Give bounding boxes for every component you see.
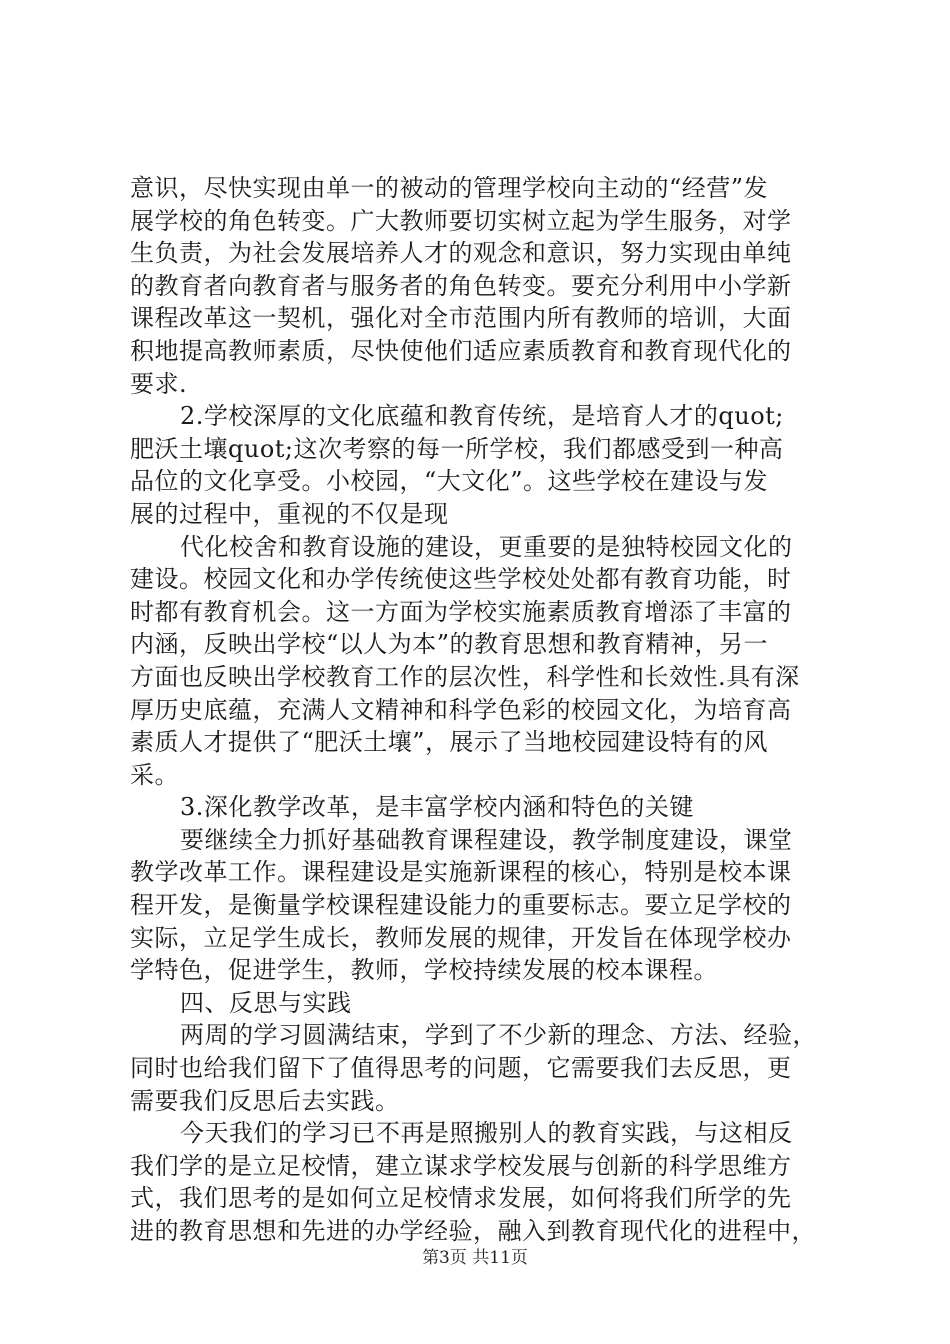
section-heading: 3.深化教学改革，是丰富学校内涵和特色的关键	[180, 793, 694, 822]
text-line: 积地提高教师素质，尽快使他们适应素质教育和教育现代化的	[130, 336, 792, 365]
text-line: 方面也反映出学校教育工作的层次性，科学性和长效性.具有深	[130, 662, 800, 691]
text-line: 意识，尽快实现由单一的被动的管理学校向主动的“经营”发	[130, 174, 769, 202]
text-line: 课程改革这一契机，强化对全市范围内所有教师的培训，大面	[130, 304, 792, 333]
text-line: 教学改革工作。课程建设是实施新课程的核心，特别是校本课	[130, 858, 792, 887]
text-line: 采。	[130, 760, 179, 789]
document-body	[130, 172, 830, 1248]
text-line: 程开发，是衡量学校课程建设能力的重要标志。要立足学校的	[130, 891, 792, 920]
section-heading: 四、反思与实践	[180, 988, 352, 1017]
text-line: 今天我们的学习已不再是照搬别人的教育实践，与这相反	[180, 1119, 793, 1148]
text-line: 肥沃土壤quot;这次考察的每一所学校，我们都感受到一种高	[130, 434, 784, 463]
text-line: 进的教育思想和先进的办学经验，融入到教育现代化的进程中，	[130, 1217, 816, 1245]
text-line: 实际，立足学生成长，教师发展的规律，开发旨在体现学校办	[130, 923, 792, 952]
text-line: 时都有教育机会。这一方面为学校实施素质教育增添了丰富的	[130, 597, 792, 626]
text-line: 素质人才提供了“肥沃土壤”，展示了当地校园建设特有的风	[130, 728, 769, 757]
text-line: 我们学的是立足校情，建立谋求学校发展与创新的科学思维方	[130, 1151, 792, 1180]
text-line: 品位的文化享受。小校园，“大文化”。这些学校在建设与发	[130, 467, 769, 496]
text-line: 学特色，促进学生，教师，学校持续发展的校本课程。	[130, 956, 718, 985]
text-line: 建设。校园文化和办学传统使这些学校处处都有教育功能，时	[130, 565, 792, 594]
text-line: 内涵，反映出学校“以人为本”的教育思想和教育精神，另一	[130, 630, 769, 659]
text-line: 式，我们思考的是如何立足校情求发展，如何将我们所学的先	[130, 1184, 792, 1213]
text-line: 展学校的角色转变。广大教师要切实树立起为学生服务，对学	[130, 206, 792, 235]
text-line: 生负责，为社会发展培养人才的观念和意识，努力实现由单纯	[130, 239, 792, 268]
text-line: 同时也给我们留下了值得思考的问题，它需要我们去反思，更	[130, 1054, 792, 1083]
text-line: 代化校舍和教育设施的建设，更重要的是独特校园文化的	[180, 532, 793, 561]
text-line: 要继续全力抓好基础教育课程建设，教学制度建设，课堂	[180, 825, 793, 854]
text-line: 展的过程中，重视的不仅是现	[130, 499, 449, 528]
text-line: 的教育者向教育者与服务者的角色转变。要充分利用中小学新	[130, 271, 792, 300]
text-line: 要求.	[130, 369, 188, 398]
text-line: 两周的学习圆满结束，学到了不少新的理念、方法、经验，	[180, 1021, 817, 1050]
text-line: 2.学校深厚的文化底蕴和教育传统，是培育人才的quot;	[180, 402, 784, 431]
page-number: 第3页 共11页	[422, 1248, 528, 1268]
text-line: 需要我们反思后去实践。	[130, 1086, 400, 1115]
text-line: 厚历史底蕴，充满人文精神和科学色彩的校园文化，为培育高	[130, 695, 792, 724]
